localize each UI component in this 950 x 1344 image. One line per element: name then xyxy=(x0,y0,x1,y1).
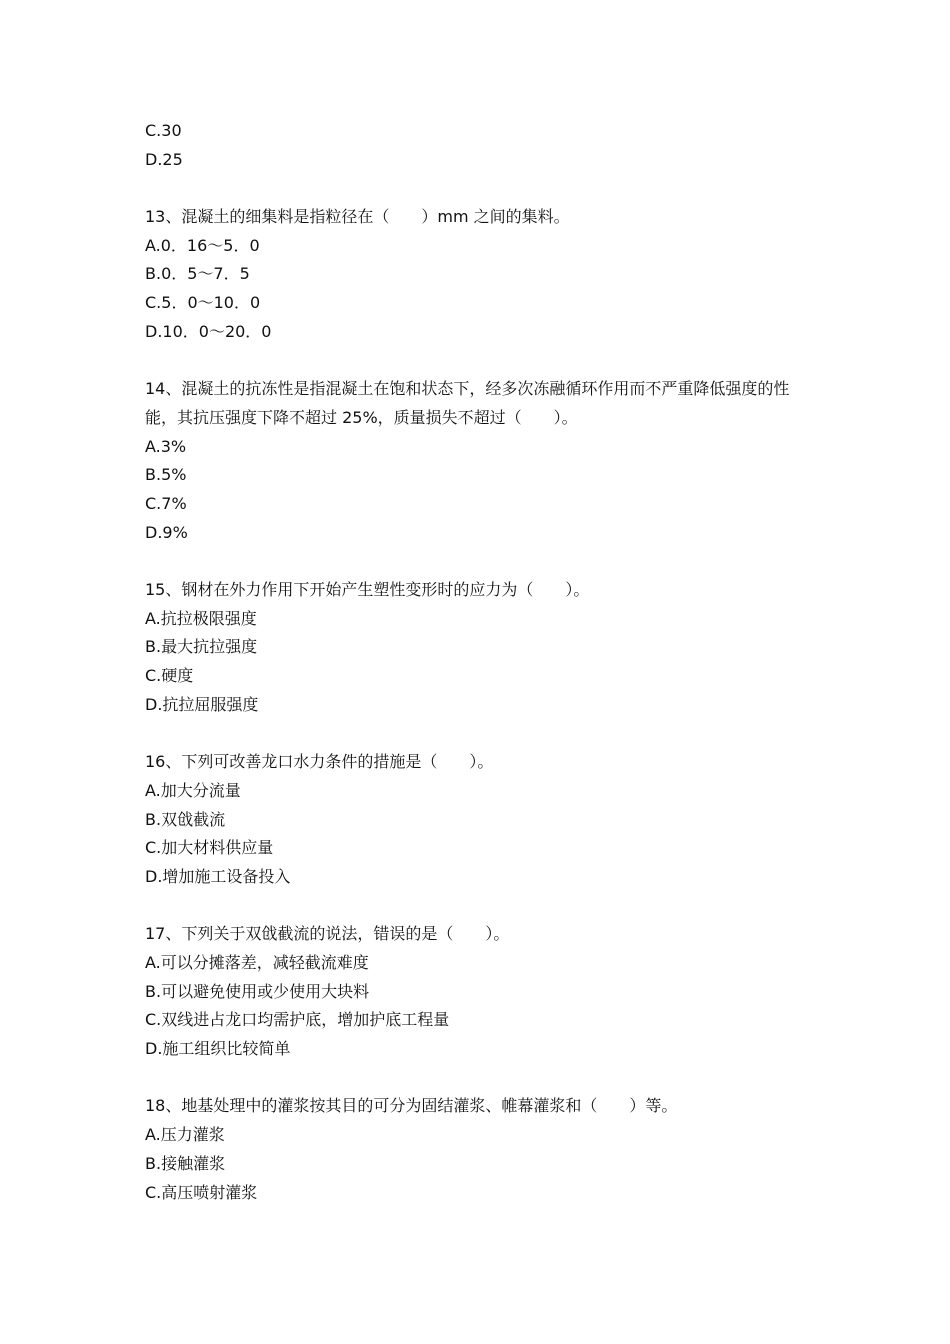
option-line: C.30 xyxy=(145,121,182,140)
question-stem: 13、混凝土的细集料是指粒径在（ ）mm 之间的集料。 xyxy=(145,207,570,227)
question-17 xyxy=(145,920,835,1063)
option-d: D.增加施工设备投入 xyxy=(145,866,291,886)
question-14 xyxy=(145,375,835,547)
option-d: D.10．0～20．0 xyxy=(145,321,272,341)
page-content xyxy=(145,117,835,1207)
option-a: A.0．16～5．0 xyxy=(145,235,260,255)
option-c: C.加大材料供应量 xyxy=(145,838,274,858)
option-b: B.可以避免使用或少使用大块料 xyxy=(145,981,370,1001)
option-c: C.7% xyxy=(145,493,187,513)
option-c: C.5．0～10．0 xyxy=(145,293,261,313)
question-stem: 14、混凝土的抗冻性是指混凝土在饱和状态下，经多次冻融循环作用而不严重降低强度的性能，其抗压强度下降不超过 25%，质量损失不超过（ ）。 xyxy=(145,379,790,427)
option-c: C.双线进占龙口均需护底，增加护底工程量 xyxy=(145,1010,450,1030)
question-15 xyxy=(145,576,835,719)
option-a: A.抗拉极限强度 xyxy=(145,608,257,628)
option-c: C.高压喷射灌浆 xyxy=(145,1182,258,1202)
question-13 xyxy=(145,203,835,346)
option-a: A.加大分流量 xyxy=(145,780,241,800)
option-b: B.5% xyxy=(145,465,187,485)
question-18 xyxy=(145,1092,835,1207)
question-stem: 17、下列关于双戗截流的说法，错误的是（ ）。 xyxy=(145,924,510,944)
option-d: D.抗拉屈服强度 xyxy=(145,694,259,714)
question-stem: 16、下列可改善龙口水力条件的措施是（ ）。 xyxy=(145,752,494,772)
option-b: B.接触灌浆 xyxy=(145,1153,226,1173)
option-b: B.0．5～7．5 xyxy=(145,264,250,284)
question-stem: 18、地基处理中的灌浆按其目的可分为固结灌浆、帷幕灌浆和（ ）等。 xyxy=(145,1096,678,1116)
option-a: A.可以分摊落差，减轻截流难度 xyxy=(145,953,369,973)
option-line: D.25 xyxy=(145,149,183,169)
option-c: C.硬度 xyxy=(145,666,194,686)
question-stem: 15、钢材在外力作用下开始产生塑性变形时的应力为（ ）。 xyxy=(145,580,590,600)
option-b: B.最大抗拉强度 xyxy=(145,637,258,657)
option-d: D.施工组织比较简单 xyxy=(145,1039,291,1059)
option-a: A.3% xyxy=(145,436,187,456)
option-d: D.9% xyxy=(145,522,188,542)
question-16 xyxy=(145,748,835,891)
option-b: B.双戗截流 xyxy=(145,809,226,829)
option-a: A.压力灌浆 xyxy=(145,1125,225,1145)
